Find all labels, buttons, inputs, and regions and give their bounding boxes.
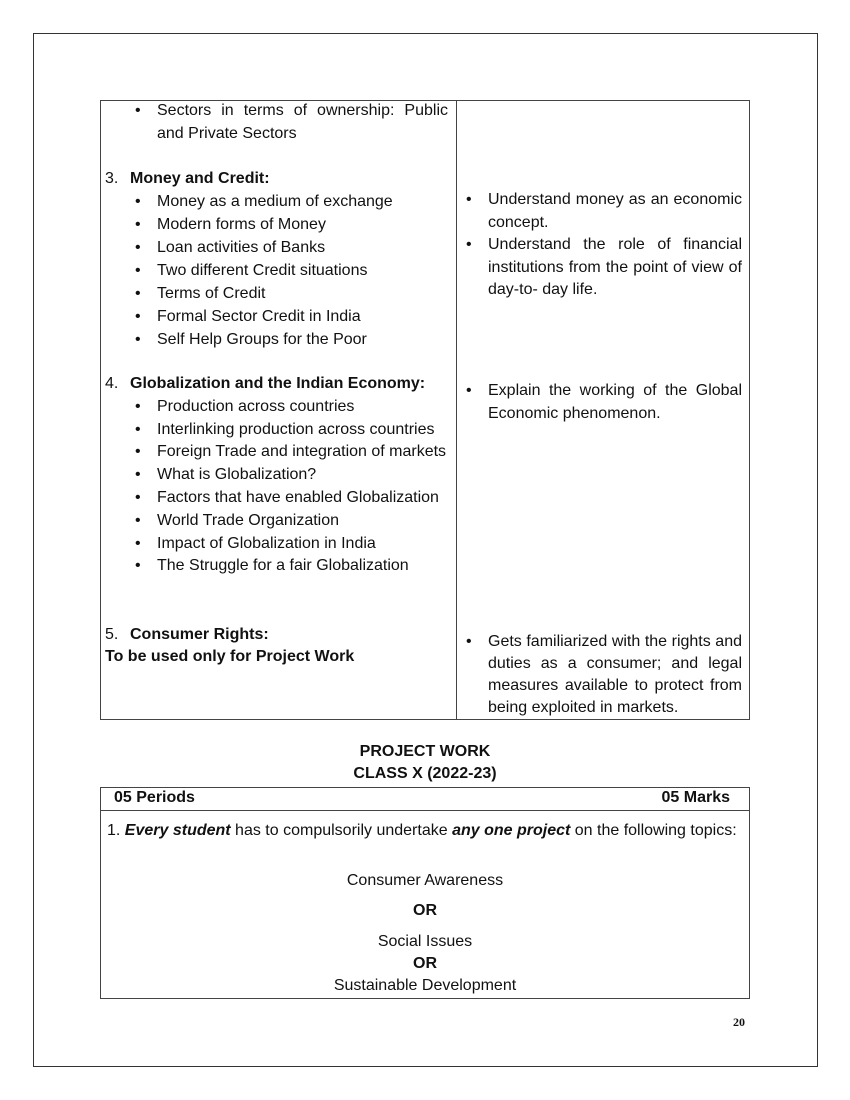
outcome-item: • Understand money as an economic concept.: [466, 189, 742, 234]
unit-note: To be used only for Project Work: [105, 648, 355, 665]
unit-title: Globalization and the Indian Economy:: [130, 375, 426, 392]
unit-number: 5.: [105, 626, 119, 643]
outcome-item: • Understand the role of financial institutions from the point of view of day-to- day life.: [466, 234, 742, 302]
or-label: OR: [413, 955, 437, 972]
list-item: • Money as a medium of exchange: [135, 190, 448, 213]
topic-sustainable-development: Sustainable Development: [333, 977, 517, 994]
list-item: • Self Help Groups for the Poor: [135, 328, 448, 351]
outcome-item: • Gets familiarized with the rights and duties as a consumer; and legal measures available to protect from being exploited in markets.: [466, 631, 742, 719]
list-item: • Foreign Trade and integration of markets: [135, 441, 448, 464]
unit-4-outcomes: [466, 380, 742, 425]
periods: 05 Periods: [114, 789, 195, 806]
list-item: • Terms of Credit: [135, 282, 448, 305]
list-item: • Sectors in terms of ownership: Public and Private Sectors: [135, 99, 448, 145]
list-item: • World Trade Organization: [135, 510, 448, 533]
topic-consumer-awareness: Consumer Awareness: [346, 872, 504, 889]
emphasis: any one project: [452, 822, 571, 839]
list-item: • Impact of Globalization in India: [135, 533, 448, 556]
unit-3: [105, 167, 448, 351]
page-number: 20: [733, 1015, 745, 1029]
intro-list: [135, 99, 448, 145]
list-item: • Modern forms of Money: [135, 213, 448, 236]
list-item: • Loan activities of Banks: [135, 236, 448, 259]
unit-3-outcomes: [466, 189, 742, 302]
list-item: • What is Globalization?: [135, 464, 448, 487]
text: has to compulsorily undertake: [230, 822, 453, 839]
unit-number: 3.: [105, 170, 119, 187]
unit-5-outcomes: [466, 631, 742, 719]
row-divider: [100, 810, 750, 811]
text: on the following topics:: [570, 822, 737, 839]
item-number: 1.: [107, 822, 121, 839]
list-item: • Two different Credit situations: [135, 259, 448, 282]
list-item: • Interlinking production across countries: [135, 419, 448, 442]
list-item: • Factors that have enabled Globalization: [135, 487, 448, 510]
marks: 05 Marks: [661, 789, 730, 806]
column-divider: [456, 100, 457, 720]
outcome-item: • Explain the working of the Global Economic phenomenon.: [466, 380, 742, 425]
topic-social-issues: Social Issues: [377, 933, 473, 950]
project-instruction: [107, 819, 742, 842]
unit-4: [105, 373, 448, 578]
list-item: • Production across countries: [135, 396, 448, 419]
unit-number: 4.: [105, 375, 119, 392]
list-item: • The Struggle for a fair Globalization: [135, 555, 448, 578]
unit-title: Consumer Rights:: [130, 626, 269, 643]
unit-5: [105, 624, 448, 668]
project-subtitle: CLASS X (2022-23): [353, 765, 497, 782]
or-label: OR: [413, 902, 437, 919]
emphasis: Every student: [124, 822, 231, 839]
list-item: • Formal Sector Credit in India: [135, 305, 448, 328]
unit-title: Money and Credit:: [130, 170, 270, 187]
project-title: PROJECT WORK: [359, 743, 491, 760]
